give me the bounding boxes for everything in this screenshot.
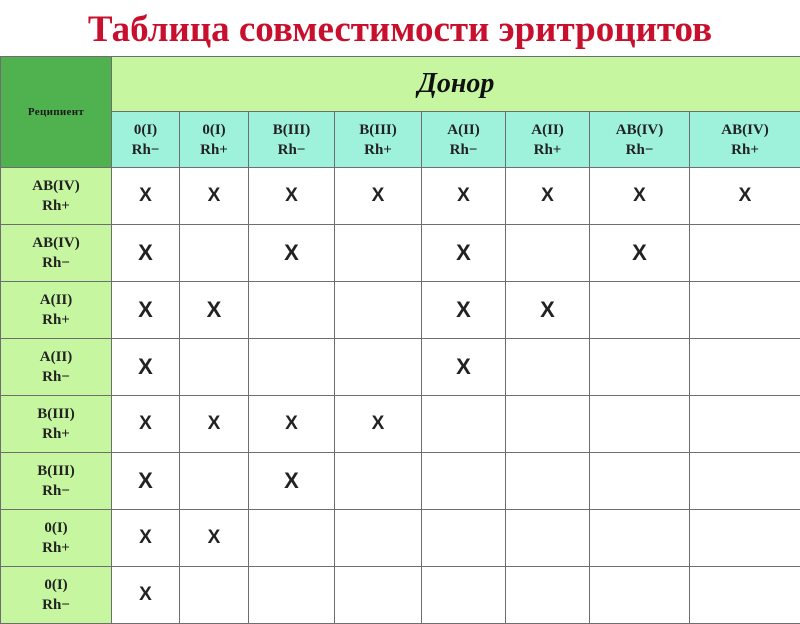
page-title: Таблица совместимости эритроцитов xyxy=(0,0,800,56)
compatibility-cell xyxy=(335,339,422,396)
donor-column-label: Rh− xyxy=(422,140,505,160)
compatibility-cell xyxy=(590,396,690,453)
donor-column-header xyxy=(112,112,180,168)
recipient-row-header xyxy=(1,225,112,282)
compatibility-cell: X xyxy=(112,339,180,396)
donor-columns-row xyxy=(1,112,800,168)
compatibility-cell: X xyxy=(112,567,180,624)
compatibility-cell xyxy=(180,225,249,282)
recipient-row-label: 0(I) xyxy=(1,518,111,538)
recipient-row-header xyxy=(1,339,112,396)
compatibility-cell xyxy=(690,510,800,567)
compatibility-cell: X xyxy=(506,282,590,339)
compatibility-cell: X xyxy=(112,510,180,567)
compatibility-cell: X xyxy=(112,396,180,453)
donor-column-header xyxy=(335,112,422,168)
recipient-row-label: Rh+ xyxy=(1,538,111,558)
recipient-row-header xyxy=(1,567,112,624)
table-row xyxy=(1,282,800,339)
recipient-row-label: Rh− xyxy=(1,367,111,387)
compatibility-cell xyxy=(422,396,506,453)
compatibility-cell xyxy=(422,453,506,510)
compatibility-cell xyxy=(506,510,590,567)
compatibility-cell: X xyxy=(180,282,249,339)
recipient-row-label: A(II) xyxy=(1,290,111,310)
donor-column-header xyxy=(249,112,335,168)
compatibility-cell xyxy=(506,339,590,396)
recipient-label: Реципиент xyxy=(28,106,84,118)
compatibility-cell xyxy=(506,567,590,624)
compatibility-cell xyxy=(180,453,249,510)
recipient-row-label: Rh− xyxy=(1,595,111,615)
recipient-row-label: 0(I) xyxy=(1,575,111,595)
compatibility-cell: X xyxy=(249,225,335,282)
compatibility-cell xyxy=(249,510,335,567)
compatibility-cell: X xyxy=(249,396,335,453)
compatibility-cell: X xyxy=(180,396,249,453)
recipient-row-label: Rh+ xyxy=(1,196,111,216)
donor-column-label: B(III) xyxy=(249,120,334,140)
recipient-row-header xyxy=(1,510,112,567)
compatibility-cell xyxy=(335,567,422,624)
table-body xyxy=(1,168,800,624)
compatibility-cell: X xyxy=(422,168,506,225)
compatibility-cell xyxy=(506,396,590,453)
donor-column-label: A(II) xyxy=(506,120,589,140)
compatibility-cell xyxy=(249,282,335,339)
donor-column-label: Rh− xyxy=(249,140,334,160)
donor-column-label: Rh− xyxy=(590,140,689,160)
compatibility-cell xyxy=(590,282,690,339)
compatibility-cell xyxy=(590,453,690,510)
donor-column-label: AB(IV) xyxy=(690,120,800,140)
compatibility-cell: X xyxy=(422,282,506,339)
compatibility-cell xyxy=(335,282,422,339)
compatibility-cell xyxy=(690,567,800,624)
compatibility-cell: X xyxy=(249,168,335,225)
donor-label: Донор xyxy=(418,68,495,99)
compatibility-cell: X xyxy=(590,225,690,282)
table-row xyxy=(1,567,800,624)
donor-column-label: B(III) xyxy=(335,120,421,140)
compatibility-cell: X xyxy=(112,225,180,282)
compatibility-cell xyxy=(590,510,690,567)
donor-header xyxy=(112,57,800,112)
compatibility-cell xyxy=(249,567,335,624)
compatibility-cell xyxy=(249,339,335,396)
donor-column-label: 0(I) xyxy=(180,120,248,140)
compatibility-cell: X xyxy=(335,396,422,453)
compatibility-cell xyxy=(335,225,422,282)
recipient-row-header xyxy=(1,282,112,339)
compatibility-cell xyxy=(422,567,506,624)
donor-column-label: Rh+ xyxy=(335,140,421,160)
compatibility-cell xyxy=(506,225,590,282)
compatibility-cell xyxy=(180,567,249,624)
compatibility-cell xyxy=(690,282,800,339)
compatibility-cell: X xyxy=(112,168,180,225)
donor-column-header xyxy=(180,112,249,168)
donor-column-header xyxy=(590,112,690,168)
compatibility-cell xyxy=(590,567,690,624)
compatibility-cell xyxy=(690,225,800,282)
recipient-row-label: B(III) xyxy=(1,404,111,424)
recipient-row-header xyxy=(1,453,112,510)
donor-column-label: Rh+ xyxy=(180,140,248,160)
donor-column-label: A(II) xyxy=(422,120,505,140)
donor-column-label: AB(IV) xyxy=(590,120,689,140)
compatibility-cell: X xyxy=(112,282,180,339)
recipient-row-label: AB(IV) xyxy=(1,176,111,196)
table-row xyxy=(1,225,800,282)
donor-column-label: Rh− xyxy=(112,140,179,160)
table-row xyxy=(1,168,800,225)
compatibility-cell xyxy=(422,510,506,567)
compatibility-cell: X xyxy=(335,168,422,225)
compatibility-cell xyxy=(690,453,800,510)
recipient-row-label: Rh+ xyxy=(1,424,111,444)
compatibility-cell xyxy=(590,339,690,396)
table-row xyxy=(1,339,800,396)
compatibility-cell xyxy=(690,339,800,396)
donor-column-header xyxy=(506,112,590,168)
compatibility-cell xyxy=(335,510,422,567)
table-row xyxy=(1,453,800,510)
compatibility-cell xyxy=(180,339,249,396)
recipient-row-header xyxy=(1,168,112,225)
table-row xyxy=(1,510,800,567)
compatibility-cell: X xyxy=(506,168,590,225)
recipient-row-label: B(III) xyxy=(1,461,111,481)
compatibility-cell: X xyxy=(690,168,800,225)
recipient-row-label: A(II) xyxy=(1,347,111,367)
recipient-row-header xyxy=(1,396,112,453)
donor-column-label: 0(I) xyxy=(112,120,179,140)
compatibility-cell: X xyxy=(590,168,690,225)
compatibility-cell: X xyxy=(422,225,506,282)
recipient-header xyxy=(1,57,112,168)
donor-column-label: Rh+ xyxy=(690,140,800,160)
compatibility-cell: X xyxy=(180,168,249,225)
donor-column-header xyxy=(422,112,506,168)
recipient-row-label: Rh− xyxy=(1,253,111,273)
table-row xyxy=(1,396,800,453)
compatibility-cell xyxy=(335,453,422,510)
compatibility-cell: X xyxy=(112,453,180,510)
recipient-row-label: AB(IV) xyxy=(1,233,111,253)
donor-column-label: Rh+ xyxy=(506,140,589,160)
compatibility-cell: X xyxy=(249,453,335,510)
compatibility-cell: X xyxy=(180,510,249,567)
recipient-row-label: Rh− xyxy=(1,481,111,501)
compatibility-cell xyxy=(690,396,800,453)
compatibility-cell: X xyxy=(422,339,506,396)
donor-column-header xyxy=(690,112,800,168)
compatibility-table xyxy=(0,56,800,624)
compatibility-cell xyxy=(506,453,590,510)
recipient-row-label: Rh+ xyxy=(1,310,111,330)
